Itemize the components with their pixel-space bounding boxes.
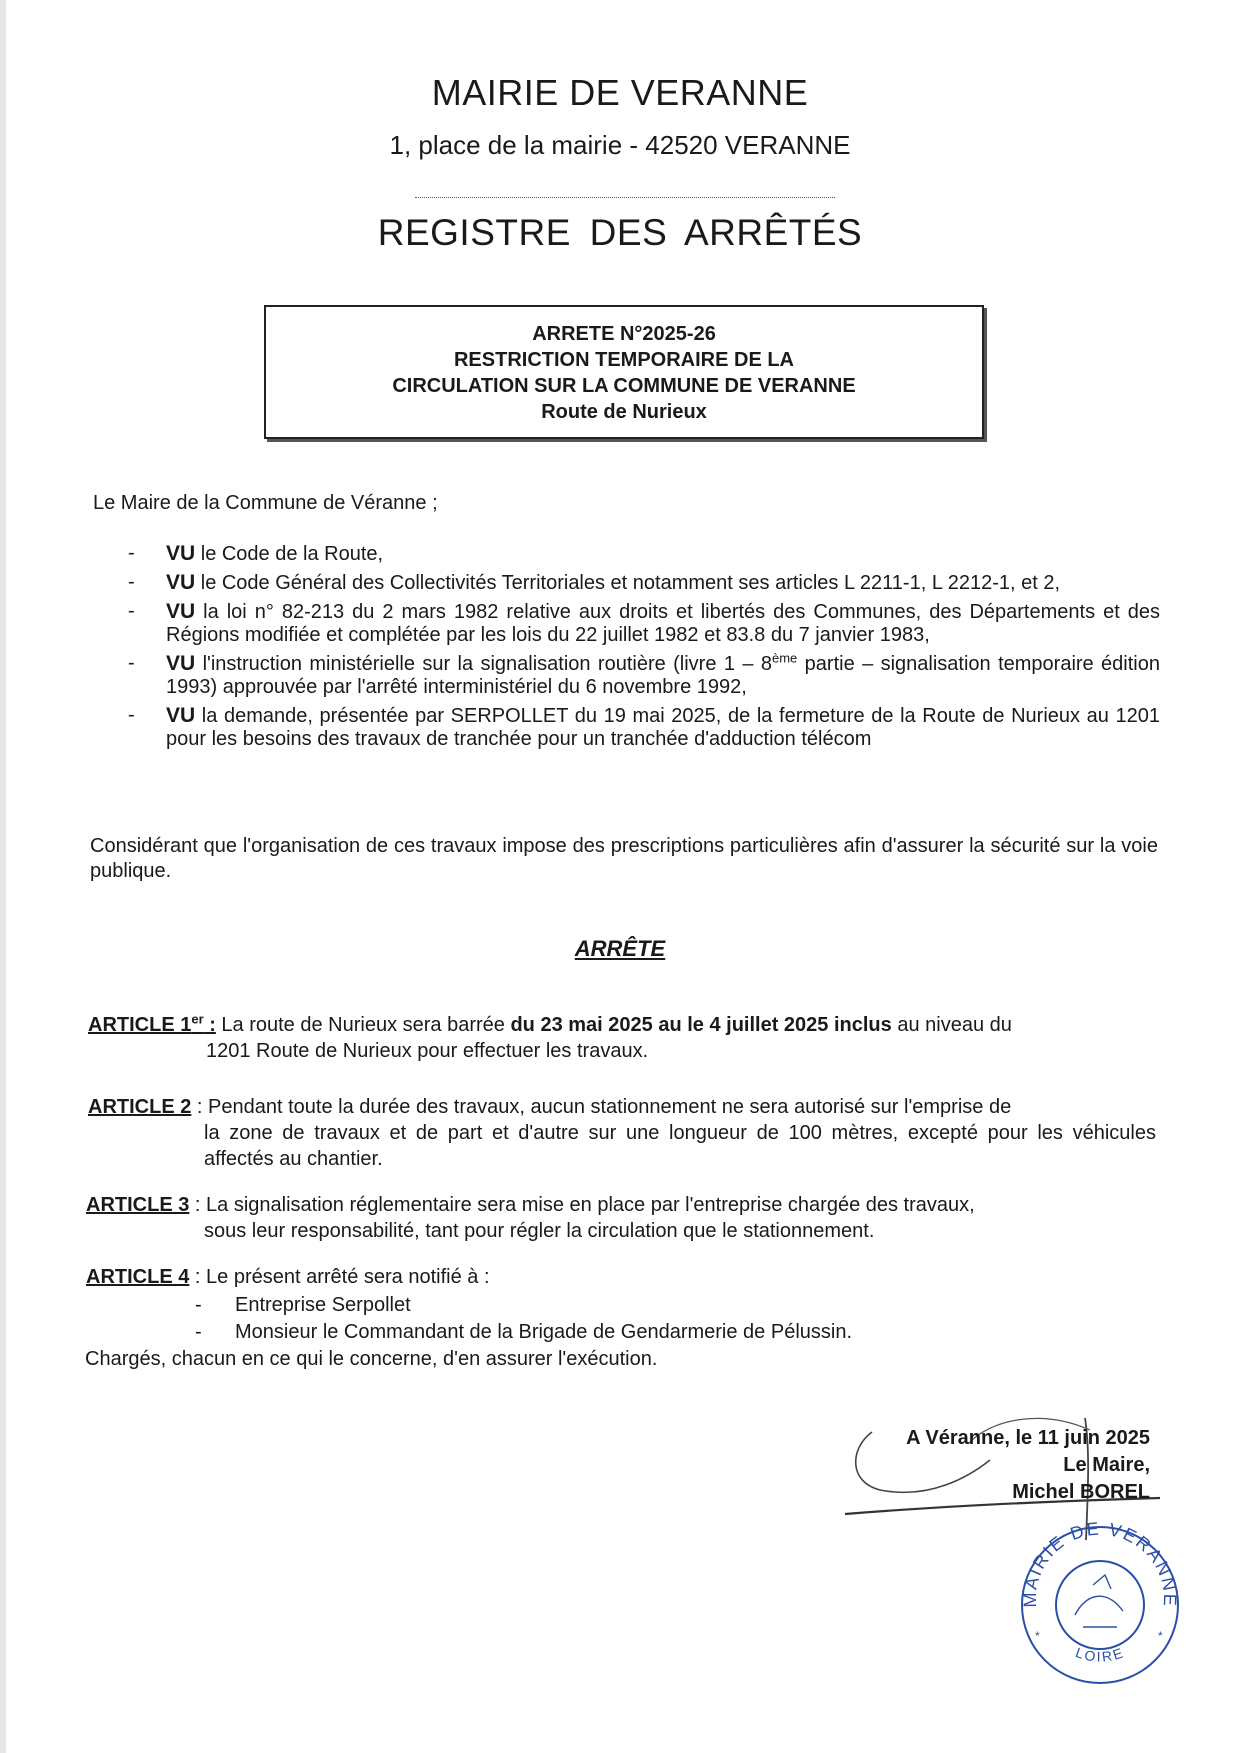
article-4	[86, 1264, 1154, 1290]
vu-keyword: VU	[166, 704, 196, 727]
article-1-dates: du 23 mai 2025 au le 4 juillet 2025 inclus	[510, 1014, 892, 1036]
vu-item	[128, 652, 1160, 699]
vu-keyword: VU	[166, 652, 196, 675]
vu-item	[128, 542, 1160, 566]
organization-address: 1, place de la mairie - 42520 VERANNE	[389, 130, 851, 160]
signature-place-date: A Véranne, le 11 juin 2025	[906, 1427, 1150, 1449]
closing-line: Chargés, chacun en ce qui le concerne, d'en assurer l'exécution.	[85, 1348, 658, 1370]
vu-item	[128, 600, 1160, 647]
article-1-text-end: au niveau du	[891, 1014, 1012, 1036]
article-3-continuation: sous leur responsabilité, tant pour régler la circulation que le stationnement.	[204, 1220, 875, 1242]
recipient-item: - Entreprise Serpollet	[195, 1292, 852, 1319]
vu-keyword: VU	[166, 542, 196, 565]
article-1	[88, 1012, 1156, 1064]
vu-item	[128, 571, 1160, 595]
vu-text: la demande, présentée par SERPOLLET du 19 mai 2025, de la fermeture de la Route de Nurieux au 1201 pour les besoins des travaux de tranchée pour un tranchée d'adduction télécom	[166, 705, 1160, 750]
decree-heading: ARRÊTE	[574, 936, 666, 961]
article-1-label: ARTICLE 1er :	[88, 1011, 216, 1036]
svg-text:*: *	[1035, 1629, 1040, 1643]
article-4-label: ARTICLE 4	[86, 1266, 190, 1288]
vu-superscript: ème	[772, 650, 798, 666]
decree-title-box	[264, 305, 984, 439]
register-title: REGISTRE DES ARRÊTÉS	[377, 212, 863, 253]
vu-text: l'instruction ministérielle sur la signalisation routière (livre 1 – 8	[195, 653, 772, 675]
article-2	[88, 1094, 1156, 1172]
article-3-label: ARTICLE 3	[86, 1194, 190, 1216]
decree-title-line1: RESTRICTION TEMPORAIRE DE LA	[453, 349, 794, 371]
signature-role: Le Maire,	[1063, 1454, 1150, 1476]
vu-text-cont: partie – signalisation temporaire édition 1993) approuvée par l'arrêté interministériel du 6 novembre 1992,	[166, 653, 1160, 698]
article-2-text: : Pendant toute la durée des travaux, aucun stationnement ne sera autorisé sur l'emprise de	[191, 1096, 1012, 1118]
vu-list	[128, 542, 1160, 756]
organization-name: MAIRIE DE VERANNE	[431, 72, 809, 113]
scan-edge	[0, 0, 6, 1753]
decree-title-line3: Route de Nurieux	[541, 401, 707, 423]
decree-number: ARRETE N°2025-26	[532, 323, 716, 345]
header-separator	[415, 197, 835, 198]
article-3-text: : La signalisation réglementaire sera mise en place par l'entreprise chargée des travaux,	[189, 1194, 975, 1216]
signature-name: Michel BOREL	[1012, 1481, 1150, 1503]
vu-item	[128, 704, 1160, 751]
svg-text:*: *	[1158, 1629, 1163, 1643]
article-3	[86, 1192, 1154, 1244]
considering-paragraph: Considérant que l'organisation de ces travaux impose des prescriptions particulières afin d'assurer la sécurité sur la voie publique.	[90, 835, 1158, 882]
article-4-text: : Le présent arrêté sera notifié à :	[189, 1266, 490, 1288]
svg-text:LOIRE: LOIRE	[1073, 1644, 1127, 1665]
recipient-item: - Monsieur le Commandant de la Brigade de Gendarmerie de Pélussin.	[195, 1319, 852, 1346]
vu-text: le Code de la Route,	[195, 543, 384, 565]
intro-line: Le Maire de la Commune de Véranne ;	[93, 492, 438, 514]
signature-block	[906, 1425, 1150, 1506]
article-1-continuation: 1201 Route de Nurieux pour effectuer les travaux.	[206, 1040, 649, 1062]
vu-text: le Code Général des Collectivités Territoriales et notamment ses articles L 2211-1, L 2212-1, et 2,	[195, 572, 1061, 594]
vu-text: la loi n° 82-213 du 2 mars 1982 relative aux droits et libertés des Communes, des Départements et des Régions modifiée et complétée par les lois du 22 juillet 1982 et 83.8 du 7 janvier 1983,	[166, 601, 1160, 646]
vu-keyword: VU	[166, 571, 196, 594]
article-4-recipients	[195, 1292, 852, 1346]
town-hall-stamp	[1015, 1515, 1185, 1685]
decree-title-line2: CIRCULATION SUR LA COMMUNE DE VERANNE	[392, 375, 856, 397]
vu-keyword: VU	[166, 600, 196, 623]
article-2-label: ARTICLE 2	[88, 1096, 192, 1118]
article-2-continuation: la zone de travaux et de part et d'autre sur une longueur de 100 mètres, excepté pour les véhicules affectés au chantier.	[204, 1122, 1156, 1170]
svg-text:MAIRIE DE VERANNE: MAIRIE DE VERANNE	[1019, 1518, 1181, 1609]
article-1-text: La route de Nurieux sera barrée	[215, 1014, 511, 1036]
